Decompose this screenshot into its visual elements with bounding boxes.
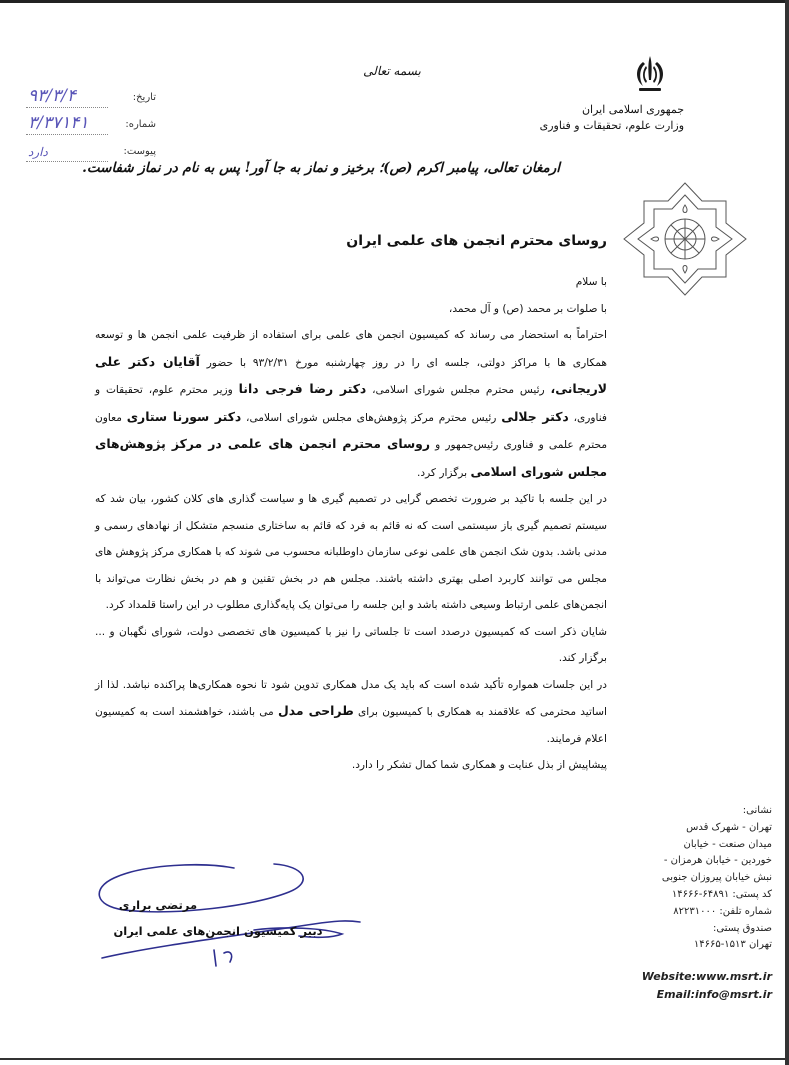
attendee-jalali: دکتر جلالی [501, 408, 569, 424]
letter-meta [20, 88, 160, 169]
meta-attachment-value: دارد [28, 145, 48, 159]
address-line: کد پستی: ۶۴۸۹۱-۱۴۶۶۶ [671, 888, 772, 900]
email-link[interactable]: Email:info@msrt.ir [656, 988, 772, 1001]
meta-date-value: ۹۳/۳/۴ [28, 86, 76, 106]
handwritten-signature-icon [84, 858, 384, 982]
closing-line: پیشاپیش از بذل عنایت و همکاری شما کمال تشکر را دارد. [351, 759, 607, 771]
address-line: نبش خیابان پیروزان جنوبی [661, 872, 772, 884]
attendee-faraji-dana: دکتر رضا فرجی دانا [238, 381, 367, 396]
meta-date-line [26, 107, 108, 108]
yearly-motto: ارمغان تعالی، پیامبر اکرم (ص)؛ برخیز و نماز به جا آور! پس به‌ نام در نماز شفاست. [82, 160, 560, 176]
contact-web [612, 968, 772, 1004]
address-line: تهران - شهرک قدس [686, 821, 772, 833]
meta-number-row [20, 115, 160, 142]
meta-attachment-label: پیوست: [123, 146, 156, 157]
address-block [612, 803, 772, 954]
greeting: با سلام [575, 276, 607, 288]
paragraph-future-meetings: شایان ذکر است که کمیسیون درصدد است تا جلساتی را نیز با کمیسیون های تخصصی دولت، شورای نگهبان و ... برگزار کند. [95, 625, 607, 664]
paragraph-meeting-text-e: وزیر محترم علوم، تحقیقات و فناوری، [95, 384, 607, 424]
attendee-society-heads: روسای محترم انجمن های علمی در مرکز پژوهش‌های مجلس شورای اسلامی [95, 436, 607, 479]
paragraph-model-text-c: می باشند، خواهشمند است به کمیسیون اعلام فرمایند. [95, 706, 607, 745]
meta-date-label: تاریخ: [132, 92, 156, 103]
bismillah-heading: بسمه تعالی [363, 64, 421, 78]
website-link[interactable]: Website:www.msrt.ir [641, 970, 772, 983]
paragraph-meeting-text-i: معاون محترم علمی و فناوری رئیس‌جمهور و [95, 411, 607, 451]
paragraph-model [95, 672, 607, 753]
meta-number-line [26, 134, 108, 135]
ornament-icon [622, 181, 748, 297]
salutation: با صلوات بر محمد (ص) و آل محمد، [448, 302, 607, 315]
recipient-heading: روسای محترم انجمن های علمی ایران [346, 233, 607, 249]
paragraph-model-text-a: در این جلسات همواره تأکید شده است که باید یک مدل همکاری تدوین شود تا نحوه همکاری‌ها پراکنده نباشد. لذا از اساتید محترمی که علاقمند به همکاری با کمیسیون برای [95, 678, 607, 718]
attendee-sattari: دکتر سورنا ستاری [126, 408, 242, 424]
page-frame-top [0, 0, 789, 3]
paragraph-meeting-text-a: احتراماً به استحضار می رساند که کمیسیون انجمن های علمی برای استفاده از ظرفیت علمی انجمن ها و توسعه همکاری ها با مراکز دولتی، جلسه ای را در روز چهارشنبه مورخ ۹۳/۲/۳۱ با حضور [95, 329, 607, 369]
address-line: خوردین - خیابان هرمزان - [663, 855, 772, 867]
address-line: تهران ۱۵۱۳-۱۴۶۶۵ [693, 939, 772, 951]
signatory-name: مرتضی براری [118, 898, 198, 912]
ministry-line-2: وزارت علوم، تحقیقات و فناوری [539, 119, 684, 132]
paragraph-meeting-text-k: برگزار کرد. [416, 466, 468, 479]
paragraph-meeting-text-c: رئیس محترم مجلس شورای اسلامی، [372, 384, 545, 396]
address-line: صندوق پستی: [713, 922, 772, 934]
page-frame-bottom [0, 1058, 789, 1060]
model-design-emphasis: طراحی مدل [277, 703, 354, 718]
meta-number-value: ۳/۳۷۱۴۱ [28, 113, 89, 133]
letter-body [95, 225, 607, 779]
paragraph-meeting [95, 322, 607, 486]
signatory-title: دبیر کمیسیون انجمن‌های علمی ایران [113, 924, 323, 938]
meta-date-row [20, 88, 160, 115]
address-line: میدان صنعت - خیابان [683, 838, 772, 850]
address-line: شماره تلفن: ۸۲۲۳۱۰۰۰ [673, 905, 772, 917]
ministry-title [540, 102, 684, 134]
paragraph-meeting-text-g: رئیس محترم مرکز پژوهش‌های مجلس شورای اسلامی، [246, 411, 497, 424]
attendee-larijani: آقایان دکتر علی لاریجانی، [95, 353, 607, 396]
address-label: نشانی: [742, 805, 772, 816]
iran-emblem-icon [625, 52, 675, 96]
paragraph-expertise: در این جلسه با تاکید بر ضرورت تخصص گرایی در تصمیم گیری ها و سیاست گذاری های کلان کشور، بیان شد که سیستم تصمیم گیری باز سیستمی است که نه قائم به فرد که قائم به ساختاری منسجم متشکل از نهادهای رسمی و مدنی باشد. بدون شک انجمن های علمی نوعی سازمان داوطلبانه محسوب می شوند که با همکاری مرکز پژوهش های مجلس می توانند کاربرد اصلی بهتری داشته باشند. مجلس هم در بخش تقنین و هم در بخش نظارت می‌تواند با انجمن‌های علمی ارتباط وسیعی داشته باشد و این جلسه را می‌توان یک پایه‌گذاری مطلوب در این راستا قلمداد کرد. [95, 493, 607, 611]
page-frame-right [785, 0, 789, 1065]
meta-number-label: شماره: [125, 119, 156, 130]
ministry-line-1: جمهوری اسلامی ایران [581, 103, 684, 116]
